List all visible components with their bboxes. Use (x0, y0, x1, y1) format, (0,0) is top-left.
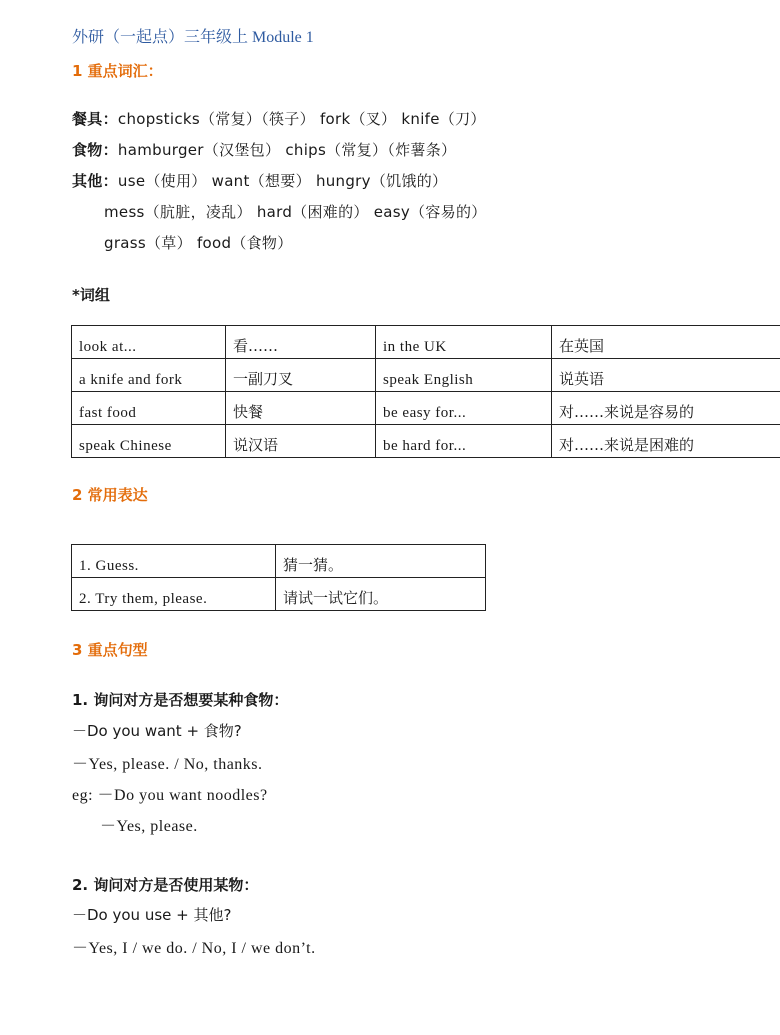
table-row (72, 578, 486, 611)
section-2-title: 2 常用表达 (72, 486, 148, 504)
table-row (72, 392, 780, 425)
vocab-line-tableware (72, 108, 486, 129)
phrase-zh: 一副刀叉 (226, 359, 376, 392)
phrase-zh: 对……来说是困难的 (552, 425, 780, 458)
pattern-1-example-answer: －Yes, please. (100, 818, 198, 835)
vocab-text: hamburger（汉堡包） chips（常复）（炸薯条） (117, 141, 457, 159)
pattern-1-example: eg: －Do you want noodles? (72, 787, 268, 804)
table-row (72, 545, 486, 578)
expression-en: 2. Try them, please. (72, 578, 276, 611)
phrase-en: speak English (376, 359, 552, 392)
vocab-label: 餐具： (72, 110, 118, 128)
section-1-title: 1 重点词汇： (72, 62, 163, 80)
phrase-zh: 快餐 (226, 392, 376, 425)
pattern-2-line: －Do you use + 其他? (72, 906, 232, 924)
phrase-en: be hard for... (376, 425, 552, 458)
expression-zh: 请试一试它们。 (276, 578, 486, 611)
section-3-title: 3 重点句型 (72, 641, 148, 659)
phrase-zh: 说汉语 (226, 425, 376, 458)
pattern-2-heading: 2. 询问对方是否使用某物： (72, 876, 259, 894)
vocab-text: grass（草） food（食物） (104, 234, 293, 252)
phrase-zh: 说英语 (552, 359, 780, 392)
expression-zh: 猜一猜。 (276, 545, 486, 578)
expression-en: 1. Guess. (72, 545, 276, 578)
vocab-line-other-2 (104, 201, 487, 222)
vocab-line-food (72, 139, 456, 160)
vocab-line-other-3 (104, 232, 293, 253)
phrase-en: fast food (72, 392, 226, 425)
document-header: 外研（一起点）三年级上 Module 1 (72, 29, 314, 46)
phrases-title: *词组 (72, 286, 110, 304)
pattern-1-line: －Yes, please. / No, thanks. (72, 756, 263, 773)
pattern-2-line: －Yes, I / we do. / No, I / we don’t. (72, 940, 316, 957)
phrase-en: in the UK (376, 326, 552, 359)
table-row (72, 359, 780, 392)
phrase-en: look at... (72, 326, 226, 359)
phrase-en: be easy for... (376, 392, 552, 425)
pattern-1-line: －Do you want + 食物? (72, 722, 242, 740)
phrase-zh: 在英国 (552, 326, 780, 359)
vocab-text: mess（肮脏，凌乱） hard（困难的） easy（容易的） (104, 203, 487, 221)
pattern-1-heading: 1. 询问对方是否想要某种食物： (72, 691, 289, 709)
phrase-zh: 对……来说是容易的 (552, 392, 780, 425)
expressions-table (71, 544, 486, 611)
vocab-label: 其他： (72, 172, 118, 190)
table-row (72, 326, 780, 359)
phrase-en: a knife and fork (72, 359, 226, 392)
phrase-zh: 看…… (226, 326, 376, 359)
vocab-line-other (72, 170, 447, 191)
vocab-text: use（使用） want（想要） hungry（饥饿的） (117, 172, 448, 190)
vocab-text: chopsticks（常复）（筷子） fork（叉） knife（刀） (117, 110, 486, 128)
phrases-table (71, 325, 780, 458)
table-row (72, 425, 780, 458)
vocab-label: 食物： (72, 141, 118, 159)
phrase-en: speak Chinese (72, 425, 226, 458)
